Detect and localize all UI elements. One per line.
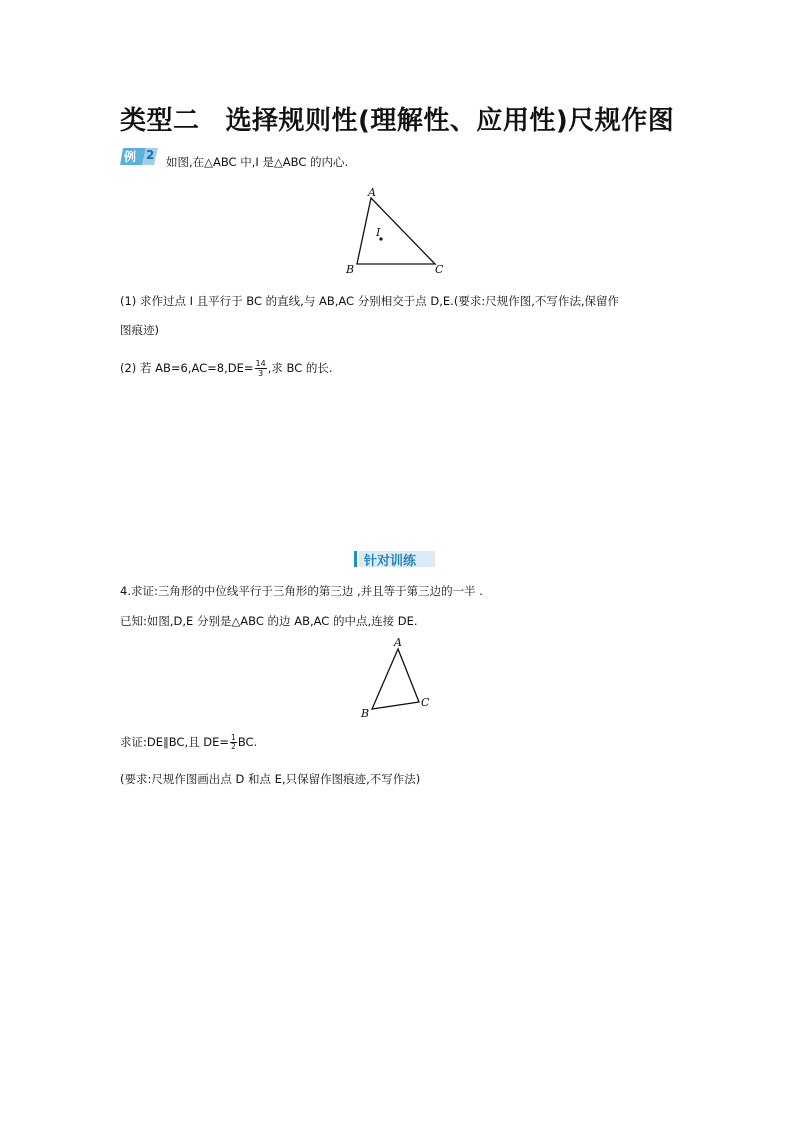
incenter-label: I	[376, 226, 381, 239]
vertex-a-label-2: A	[394, 636, 402, 649]
fraction-numerator: 14	[255, 359, 266, 368]
question-2	[120, 359, 333, 378]
triangle-abc	[357, 198, 435, 264]
example-badge-label: 例	[124, 150, 137, 164]
fraction-1-2	[230, 734, 237, 751]
exercise-given: 已知:如图,D,E 分别是△ABC 的边 AB,AC 的中点,连接 DE.	[120, 614, 418, 628]
title-prefix: 类型二	[120, 106, 200, 136]
triangle-abc-2	[372, 649, 419, 709]
exercise-prove	[120, 734, 257, 751]
triangle-abc-figure	[355, 632, 440, 722]
vertex-b-label-2: B	[361, 707, 370, 720]
title-main: 选择规则性(理解性、应用性)尺规作图	[225, 106, 675, 136]
exercise-requirement: (要求:尺规作图画出点 D 和点 E,只保留作图痕迹,不写作法)	[120, 772, 421, 786]
prove-text-before: 求证:DE∥BC,且 DE=	[120, 735, 230, 749]
example-badge	[120, 148, 158, 165]
vertex-b-label: B	[346, 263, 355, 276]
question-1-line-1: (1) 求作过点 I 且平行于 BC 的直线,与 AB,AC 分别相交于点 D,E.(要求:尺规作图,不写作法,保留作	[120, 294, 620, 308]
question-2-text-after: ,求 BC 的长.	[267, 361, 333, 375]
example-badge-number: 2	[146, 148, 155, 162]
example-intro: 如图,在△ABC 中,I 是△ABC 的内心.	[166, 155, 349, 169]
prove-text-after: BC.	[237, 735, 258, 749]
fraction-denominator: 3	[258, 369, 264, 378]
triangle-abc-incenter-figure	[340, 180, 450, 280]
question-2-text-before: (2) 若 AB=6,AC=8,DE=	[120, 361, 254, 375]
section-tag	[354, 549, 436, 569]
fraction-denominator-2: 2	[231, 742, 236, 751]
vertex-a-label: A	[368, 186, 376, 199]
section-tag-bar	[354, 551, 357, 567]
fraction-numerator-2: 1	[231, 733, 236, 742]
section-tag-label: 针对训练	[364, 554, 417, 569]
fraction-14-3	[255, 359, 267, 378]
page-title	[120, 100, 674, 137]
vertex-c-label: C	[435, 263, 444, 276]
vertex-c-label-2: C	[421, 696, 430, 709]
exercise-statement: 4.求证:三角形的中位线平行于三角形的第三边 ,并且等于第三边的一半 .	[120, 584, 483, 598]
question-1-line-2: 图痕迹)	[120, 323, 159, 337]
